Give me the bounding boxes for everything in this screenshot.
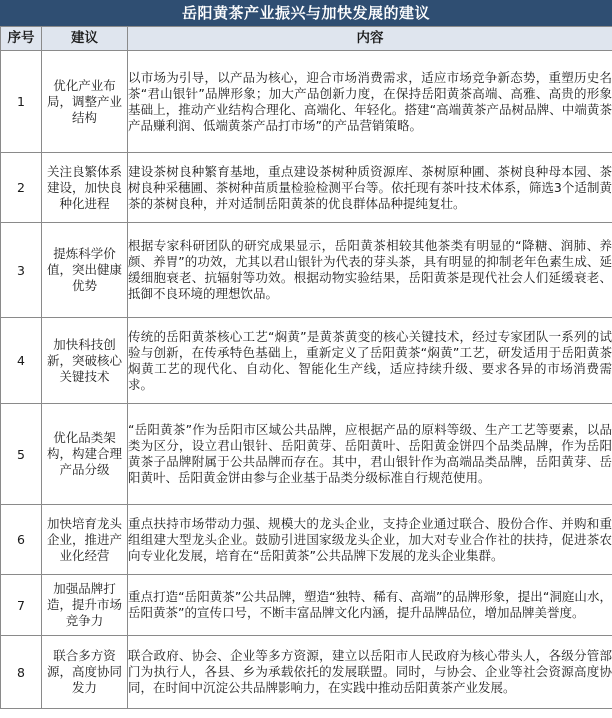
table-row — [1, 575, 612, 636]
table-row — [1, 636, 612, 709]
row-num: 4 — [1, 318, 42, 404]
row-content: 根据专家科研团队的研究成果显示，岳阳黄茶相较其他茶类有明显的“降糖、润肺、养颜、养胃”的功效，尤其以君山银针为代表的芽头茶，具有明显的抑制老年色素生成、延缓细胞衰老、抗辐射等功效。根据动物实验结果，岳阳黄茶是现代社会人们延缓衰老、抵御不良环境的理想饮品。 — [128, 223, 612, 318]
table-row — [1, 318, 612, 404]
table-row — [1, 505, 612, 575]
row-num: 7 — [1, 575, 42, 636]
table-row — [1, 51, 612, 153]
header-num: 序号 — [1, 27, 42, 51]
row-num: 1 — [1, 51, 42, 153]
row-num: 5 — [1, 404, 42, 505]
row-suggestion: 加强品牌打造，提升市场竞争力 — [42, 575, 128, 636]
row-content: 建设茶树良种繁育基地，重点建设茶树种质资源库、茶树原种圃、茶树良种母本园、茶树良种采穗圃、茶树种苗质量检验检测平台等。依托现有茶叶技术体系，筛选3个适制黄茶的茶树良种，并对适制岳阳黄茶的优良群体品种提纯复壮。 — [128, 153, 612, 223]
table-row — [1, 223, 612, 318]
header-content: 内容 — [128, 27, 612, 51]
row-suggestion: 加快科技创新，突破核心关键技术 — [42, 318, 128, 404]
row-suggestion: 提炼科学价值，突出健康优势 — [42, 223, 128, 318]
header-suggestion: 建议 — [42, 27, 128, 51]
row-content: 重点扶持市场带动力强、规模大的龙头企业，支持企业通过联合、股份合作、并购和重组组建大型龙头企业。鼓励引进国家级龙头企业，加大对专业合作社的扶持，促进茶农向专业化发展，培育在“岳阳黄茶”公共品牌下发展的龙头企业集群。 — [128, 505, 612, 575]
row-num: 6 — [1, 505, 42, 575]
row-suggestion: 关注良繁体系建设，加快良种化进程 — [42, 153, 128, 223]
row-suggestion: 联合多方资源，高度协同发力 — [42, 636, 128, 709]
document-title: 岳阳黄茶产业振兴与加快发展的建议 — [0, 0, 612, 26]
table-header-row — [1, 27, 612, 51]
row-content: “岳阳黄茶”作为岳阳市区域公共品牌，应根据产品的原料等级、生产工艺等要素，以品类为区分，设立君山银针、岳阳黄芽、岳阳黄叶、岳阳黄金饼四个品类品牌，作为岳阳黄茶子品牌附属于公共品牌而存在。其中，君山银针作为高端品类品牌，岳阳黄芽、岳阳黄叶、岳阳黄金饼由参与企业基于品类分级标准自行规范使用。 — [128, 404, 612, 505]
row-content: 以市场为引导，以产品为核心，迎合市场消费需求，适应市场竞争新态势，重塑历史名茶“君山银针”品牌形象；加大产品创新力度，在保持岳阳黄茶高端、高雅、高贵的形象基础上，推动产业结构合理化、高端化、年轻化。搭建“高端黄茶产品树品牌、中端黄茶产品赚利润、低端黄茶产品打市场”的产品营销策略。 — [128, 51, 612, 153]
row-content: 传统的岳阳黄茶核心工艺“焖黄”是黄茶黄变的核心关键技术，经过专家团队一系列的试验与创新，在传承特色基础上，重新定义了岳阳黄茶“焖黄”工艺，研发适用于岳阳黄茶焖黄工艺的现代化、自动化、智能化生产线，适应持续升级、要求各异的市场消费需求。 — [128, 318, 612, 404]
row-suggestion: 优化产业布局，调整产业结构 — [42, 51, 128, 153]
row-content: 联合政府、协会、企业等多方资源，建立以岳阳市人民政府为核心带头人，各级分管部门为执行人，各县、乡为承载依托的发展联盟。同时，与协会、企业等社会资源高度协同，在时间中沉淀公共品牌影响力，在实践中推动岳阳黄茶产业发展。 — [128, 636, 612, 709]
row-content: 重点打造“岳阳黄茶”公共品牌，塑造“独特、稀有、高端”的品牌形象，提出“洞庭山水，岳阳黄茶”的宣传口号，不断丰富品牌文化内涵，提升品牌品位，增加品牌美誉度。 — [128, 575, 612, 636]
table-row — [1, 153, 612, 223]
row-suggestion: 优化品类架构，构建合理产品分级 — [42, 404, 128, 505]
row-suggestion: 加快培育龙头企业，推进产业化经营 — [42, 505, 128, 575]
suggestion-table — [0, 26, 612, 709]
row-num: 3 — [1, 223, 42, 318]
table-row — [1, 404, 612, 505]
row-num: 2 — [1, 153, 42, 223]
row-num: 8 — [1, 636, 42, 709]
